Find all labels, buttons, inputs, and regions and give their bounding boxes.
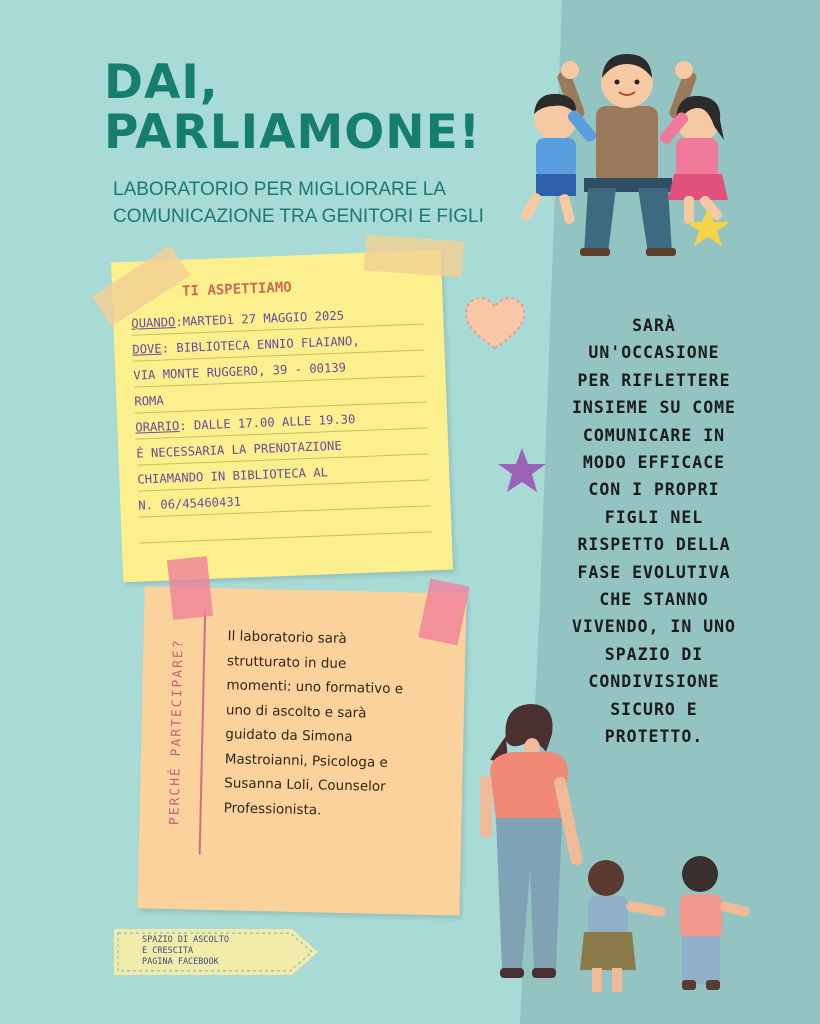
description-line: PER RIFLETTERE (577, 370, 731, 390)
where-value: : BIBLIOTECA ENNIO FLAIANO, (161, 333, 360, 356)
when-label: QUANDO (131, 315, 176, 331)
family-illustration (518, 48, 748, 263)
why-line: momenti: uno formativo e (226, 677, 404, 698)
description-line: FIGLI NEL (604, 507, 704, 527)
subtitle-line-1: LABORATORIO PER MIGLIORARE LA (113, 179, 446, 200)
description-line: VIVENDO, IN UNO (571, 617, 736, 637)
phone-line: N. 06/45460431 (138, 480, 431, 517)
booking-line-1: É NECESSARIA LA PRENOTAZIONE (136, 428, 429, 465)
facebook-tag-text (142, 935, 302, 968)
why-line: Susanna Loli, Counselor (224, 775, 386, 795)
description-line: RISPETTO DELLA (577, 535, 731, 555)
why-line: guidato da Simona (225, 726, 353, 746)
subtitle-line-2: COMUNICAZIONE TRA GENITORI E FIGLI (113, 206, 484, 227)
when-value: :MARTEDì 27 MAGGIO 2025 (175, 308, 345, 330)
time-value: : DALLE 17.00 ALLE 19.30 (179, 412, 356, 433)
why-note (137, 586, 466, 915)
tape-yellow-right (364, 235, 464, 278)
info-note-lines (131, 299, 432, 544)
facebook-tag-line: PAGINA FACEBOOK (142, 957, 219, 967)
subtitle (113, 176, 513, 230)
description-line: CHE STANNO (599, 590, 709, 610)
why-line: uno di ascolto e sarà (225, 701, 367, 721)
address-line: VIA MONTE RUGGERO, 39 - 00139 (133, 350, 426, 387)
description-line: COMUNICARE IN (582, 425, 726, 445)
why-note-title: PERCHÉ PARTECIPARE? (167, 638, 187, 826)
title-line-2: PARLIAMONE! (104, 105, 482, 160)
why-line: Professionista. (223, 799, 322, 818)
star-icon (496, 446, 548, 496)
why-line: strutturato in due (226, 652, 347, 672)
description-line: SICURO E (610, 699, 698, 719)
time-label: ORARIO (135, 418, 180, 435)
description-line: FASE EVOLUTIVA (577, 562, 731, 582)
description-line: SARÀ (632, 316, 676, 335)
description-line: UN'OCCASIONE (588, 343, 720, 363)
description-line: CONDIVISIONE (588, 672, 720, 692)
city-line: ROMA (134, 376, 427, 413)
where-label: DOVE (132, 341, 162, 357)
info-note (111, 250, 453, 582)
why-note-divider (199, 610, 207, 855)
tape-pink-left (167, 556, 213, 620)
info-note-header: TI ASPETTIAMO (181, 279, 292, 300)
why-note-body (223, 624, 453, 825)
title-line-1: DAI, (104, 55, 219, 110)
why-line: Mastroianni, Psicologa e (224, 750, 389, 771)
facebook-tag-line: E CRESCITA (142, 946, 194, 956)
page-title (104, 55, 482, 160)
description-line: MODO EFFICACE (582, 453, 726, 473)
booking-line-2: CHIAMANDO IN BIBLIOTECA AL (137, 454, 430, 491)
why-line: Il laboratorio sarà (227, 628, 347, 647)
description-line: PROTETTO. (604, 727, 704, 747)
description-text (546, 312, 762, 751)
description-line: INSIEME SU COME (571, 398, 736, 418)
description-line: CON I PROPRI (588, 480, 720, 500)
heart-icon (464, 296, 526, 352)
description-line: SPAZIO DI (604, 644, 704, 664)
facebook-tag-line: SPAZIO DI ASCOLTO (142, 935, 229, 945)
mother-children-illustration (476, 700, 766, 1000)
